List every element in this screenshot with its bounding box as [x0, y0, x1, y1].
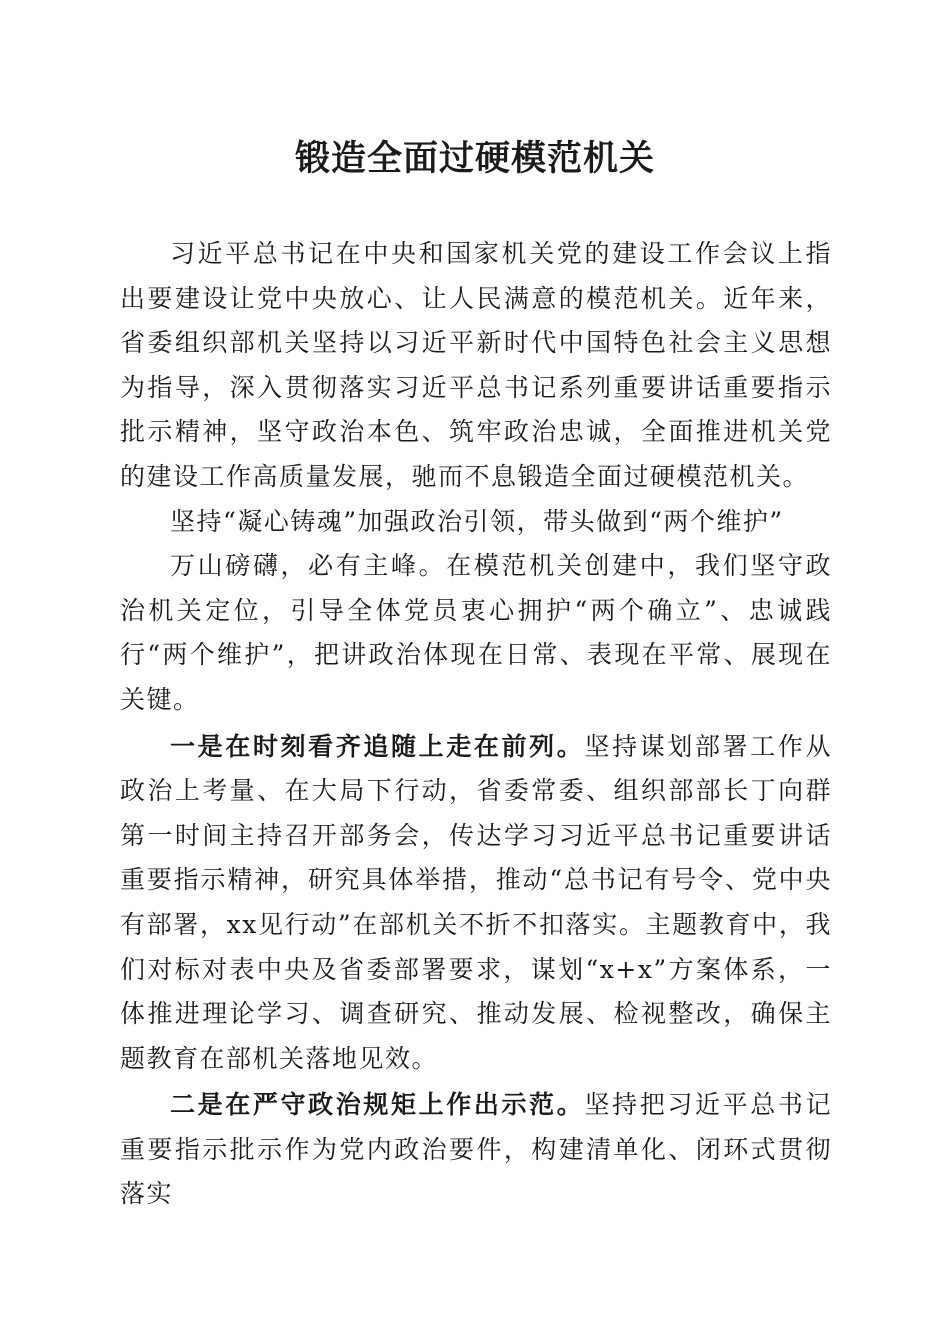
document-title: 锻造全面过硬模范机关	[294, 138, 655, 179]
section-heading: 坚持“凝心铸魂”加强政治引领，带头做到“两个维护”	[170, 506, 784, 536]
point-two-text: 坚持把习近平总书记重要指示批示作为党内政治要件，构建清单化、闭环式贯彻落实	[120, 1090, 832, 1209]
intro-paragraph: 习近平总书记在中央和国家机关党的建设工作会议上指出要建设让党中央放心、让人民满意的模范机关。近年来，省委组织部机关坚持以习近平新时代中国特色社会主义思想为指导，深入贯彻落实习近平总书记系列重要讲话重要指示批示精神，坚守政治本色、筑牢政治忠诚，全面推进机关党的建设工作高质量发展，驰而不息锻造全面过硬模范机关。	[120, 239, 832, 491]
point-one-paragraph	[120, 725, 832, 1082]
point-one-text: 坚持谋划部署工作从政治上考量、在大局下行动，省委常委、组织部部长丁向群第一时间主持召开部务会，传达学习习近平总书记重要讲话重要指示精神，研究具体举措，推动“总书记有号令、党中央有部署，xx见行动”在部机关不折不扣落实。主题教育中，我们对标对表中央及省委部署要求，谋划“x+x”方案体系，一体推进理论学习、调查研究、推动发展、检视整改，确保主题教育在部机关落地见效。	[120, 731, 832, 1073]
point-two-label: 二是在严守政治规矩上作出示范。	[170, 1090, 585, 1120]
point-one-label: 一是在时刻看齐追随上走在前列。	[170, 731, 585, 761]
point-two-paragraph	[120, 1083, 832, 1217]
document-body	[120, 232, 832, 1217]
section-lead-paragraph: 万山磅礴，必有主峰。在模范机关创建中，我们坚守政治机关定位，引导全体党员衷心拥护“两个确立”、忠诚践行“两个维护”，把讲政治体现在日常、表现在平常、展现在关键。	[120, 551, 832, 714]
